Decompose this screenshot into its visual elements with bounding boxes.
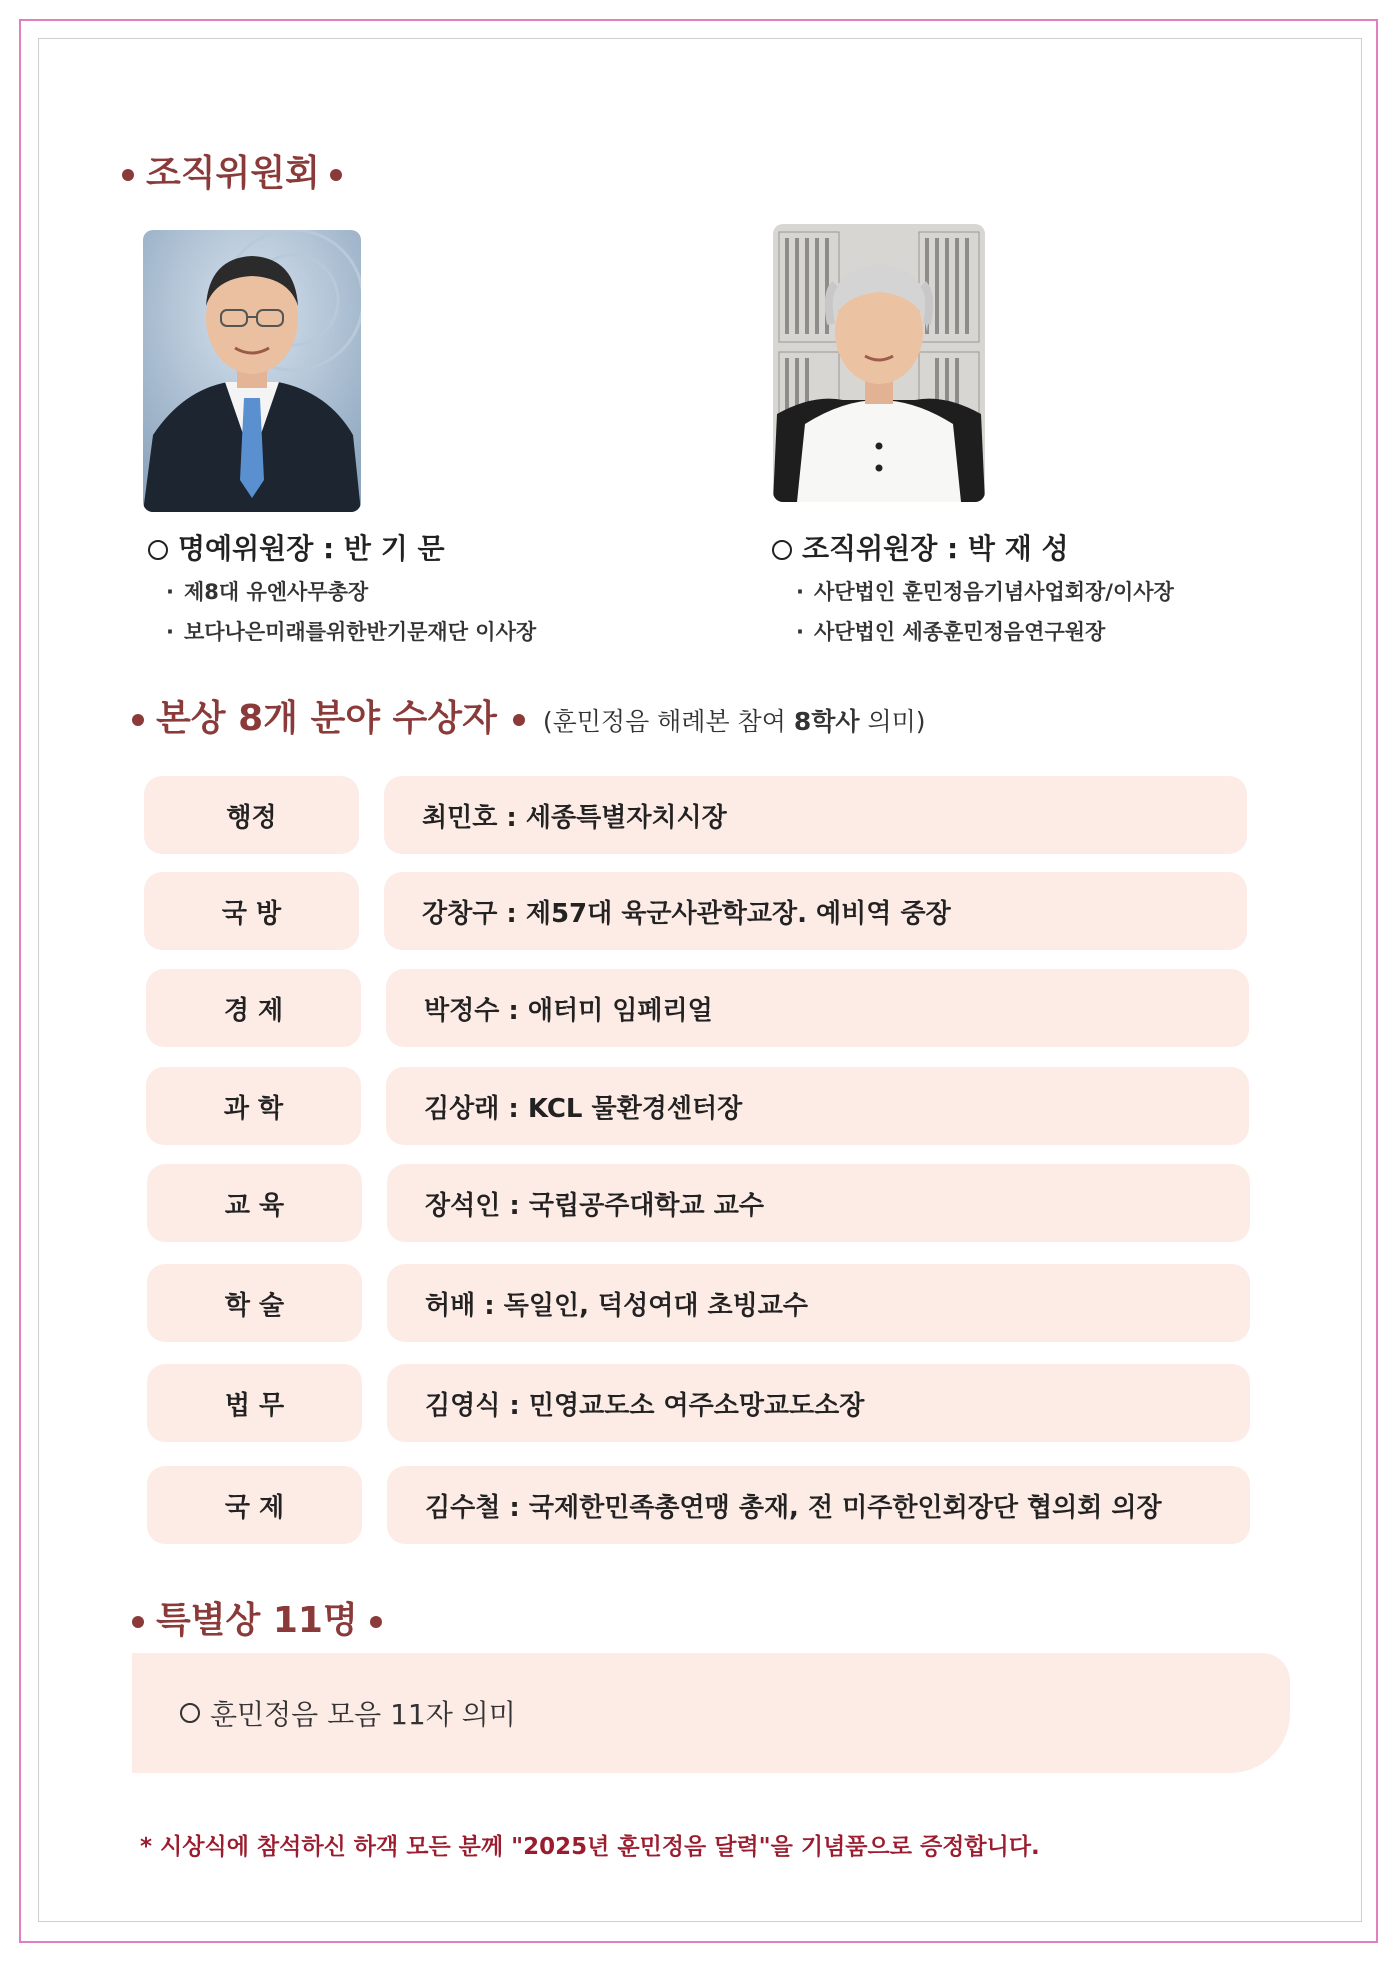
bullet-icon: · [166,580,174,604]
committee-chair-detail-2 [796,616,1105,646]
committee-heading [122,145,342,196]
award-category: 국 방 [144,872,359,950]
bullet-dot-icon [513,714,525,726]
award-winner: 허배 : 독일인, 덕성여대 초빙교수 [387,1264,1250,1342]
award-winner: 장석인 : 국립공주대학교 교수 [387,1164,1250,1242]
award-winner: 김상래 : KCL 물환경센터장 [386,1067,1249,1145]
detail-text: 사단법인 세종훈민정음연구원장 [813,620,1106,644]
bullet-icon: · [166,620,174,644]
award-category: 경 제 [146,969,361,1047]
honorary-chair-photo [143,230,361,512]
bullet-icon: · [796,620,804,644]
circle-bullet-icon [180,1703,200,1723]
awards-heading [132,690,926,741]
award-category: 교 육 [147,1164,362,1242]
awards-note-prefix: (훈민정음 해례본 참여 [542,707,794,736]
committee-chair-detail-1 [796,576,1174,606]
award-winner: 최민호 : 세종특별자치시장 [384,776,1247,854]
detail-text: 제8대 유엔사무총장 [183,580,369,604]
award-winner: 김영식 : 민영교도소 여주소망교도소장 [387,1364,1250,1442]
special-text: 훈민정음 모음 11자 의미 [210,1698,516,1731]
honorary-chair-role: 명예위원장 : 반 기 문 [178,532,445,565]
special-box [132,1653,1290,1773]
bullet-dot-icon [122,169,134,181]
awards-note-bold: 8학사 [793,707,860,736]
award-category: 국 제 [147,1466,362,1544]
award-winner: 김수철 : 국제한민족총연맹 총재, 전 미주한인회장단 협의회 의장 [387,1466,1250,1544]
special-title: 특별상 11명 [156,1600,358,1641]
awards-title: 본상 8개 분야 수상자 [156,698,497,739]
committee-chair-name [772,527,1069,567]
award-category: 학 술 [147,1264,362,1342]
honorary-chair-name [148,527,445,567]
footer-note: * 시상식에 참석하신 하객 모든 분께 "2025년 훈민정음 달력"을 기념품으로 증정합니다. [140,1834,1040,1860]
bullet-icon: · [796,580,804,604]
bullet-dot-icon [132,1616,144,1628]
committee-chair-role: 조직위원장 : 박 재 성 [802,532,1069,565]
awards-note-suffix: 의미) [859,707,926,736]
awards-note [543,707,926,736]
award-category: 행정 [144,776,359,854]
detail-text: 사단법인 훈민정음기념사업회장/이사장 [813,580,1174,604]
award-winner: 강창구 : 제57대 육군사관학교장. 예비역 중장 [384,872,1247,950]
committee-chair-photo [773,224,985,502]
special-heading [132,1592,382,1643]
award-category: 법 무 [147,1364,362,1442]
honorary-chair-detail-2 [166,616,536,646]
bullet-dot-icon [330,169,342,181]
award-winner: 박정수 : 애터미 임페리얼 [386,969,1249,1047]
honorary-chair-detail-1 [166,576,368,606]
committee-title: 조직위원회 [146,153,320,194]
award-category: 과 학 [146,1067,361,1145]
bullet-dot-icon [370,1616,382,1628]
bullet-dot-icon [132,714,144,726]
detail-text: 보다나은미래를위한반기문재단 이사장 [183,620,537,644]
circle-bullet-icon [148,540,168,560]
circle-bullet-icon [772,540,792,560]
